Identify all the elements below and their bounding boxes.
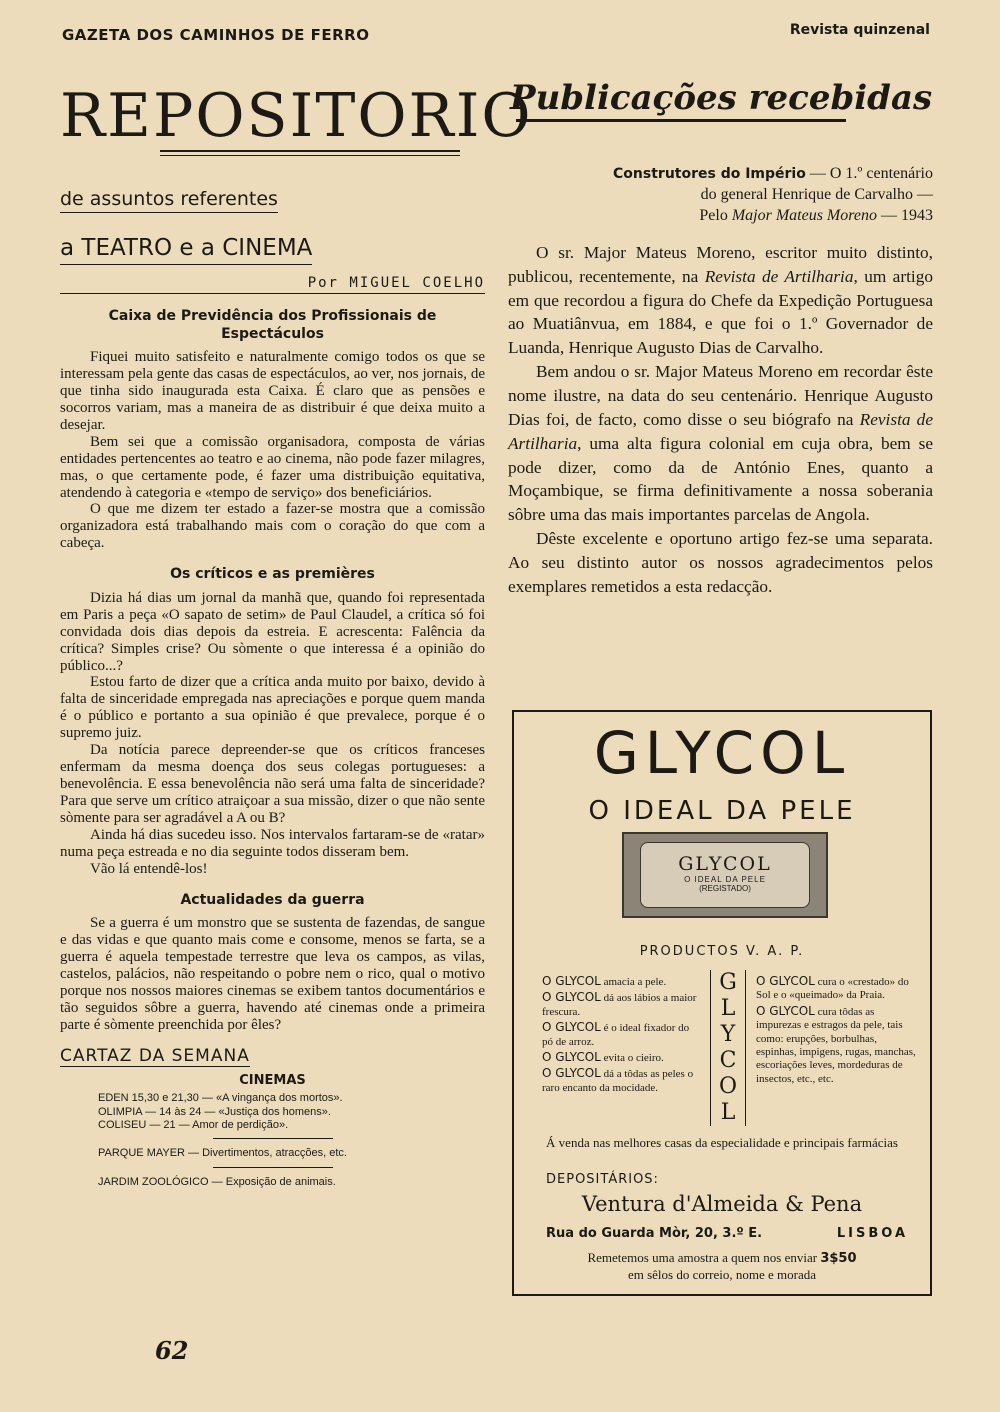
label-registered: (REGISTADO)	[699, 884, 751, 893]
vertical-brand-letters	[710, 970, 746, 1126]
cinema-listing-eden: EDEN 15,30 e 21,30 — «A vingança dos mortos».	[98, 1091, 343, 1104]
vertical-letter: Y	[720, 1022, 736, 1047]
criticos-paragraph-4: Ainda há dias sucedeu isso. Nos intervalos fartaram-se de «ratar» numa peça estreada e no dia seguinte todos disseram bem.	[60, 826, 485, 860]
subtitle-row-1	[60, 156, 485, 213]
review-p2-a: Bem andou o sr. Major Mateus Moreno em recordar êste nome ilustre, na data do seu centenário. Henrique Augusto Dias foi, de facto, como disse o seu biógrafo na	[508, 362, 933, 429]
benefit-brand: O GLYCOL	[756, 1003, 815, 1018]
page-number: 62	[155, 1336, 189, 1365]
label-tagline: O IDEAL DA PELE	[684, 875, 766, 884]
repositorio-title: REPOSITORIO	[60, 81, 533, 151]
sample-price: 3$50	[820, 1251, 857, 1266]
vertical-letter: C	[719, 1048, 737, 1073]
glycol-advertisement	[512, 710, 932, 1296]
product-label-image	[622, 832, 828, 918]
review-p1-journal: Revista de Artilharia	[704, 266, 854, 286]
cinema-listing-coliseu: COLISEU — 21 — Amor de perdição».	[98, 1119, 289, 1132]
benefit-brand: O GLYCOL	[542, 974, 601, 988]
cinemas-heading: CINEMAS	[239, 1072, 306, 1088]
ad-depositarios-label: DEPOSITÁRIOS:	[546, 1172, 659, 1187]
caixa-paragraph-3: O que me dizem ter estado a fazer-se mostra que a comissão organizadora está trabalhando mais com o coração do que com a cabeça.	[60, 501, 485, 552]
benefit-item	[756, 974, 916, 1003]
benefit-item	[756, 1004, 916, 1086]
book-heading-line-3	[508, 206, 933, 227]
cartaz-divider-2	[213, 1167, 333, 1168]
vertical-letter: O	[718, 1074, 738, 1099]
benefit-brand: O GLYCOL	[542, 990, 601, 1005]
criticos-paragraph-3: Da notícia parece depreender-se que os críticos franceses enfermam da mesma doença dos seus colegas portugueses: a benevolência. E essa benevolência não será uma falta de sinceridade? Para que serve um crítico atraiçoar a sua missão, dizer o que não sente sòmente para ser agradável a A ou B?	[60, 742, 485, 826]
benefit-brand: O GLYCOL	[542, 1020, 601, 1035]
benefit-brand: O GLYCOL	[756, 974, 815, 988]
book-year: — 1943	[877, 206, 933, 224]
publicacoes-title: Publicações recebidas	[510, 78, 933, 118]
cartaz-title-row	[60, 1034, 485, 1067]
review-p1-b: , um artigo em que recordou a figura do Chefe da Expedição Portuguesa ao Muatiânvua, em 1884, e que foi o 1.º Governador de Luanda, Henrique Augusto Dias de Carvalho.	[508, 266, 933, 358]
subtitle-row-2	[60, 213, 485, 265]
ad-products-line: PRODUCTOS V. A. P.	[639, 944, 805, 959]
parque-mayer-listing: PARQUE MAYER — Divertimentos, atracções, etc.	[98, 1147, 347, 1159]
book-heading	[508, 164, 933, 226]
guerra-paragraph-1: Se a guerra é um monstro que se sustenta de fazendas, de sangue e das vidas e que quanto mais come e consome, menos se farta, se a guerra é aquela tempestade terrestre que leva os campos, as vilas, castelos, palácios, não respeitando o pobre nem o rico, qual o motivo porque nos nossos maiores cinemas se exibem tantos documentários e tão seguidos sôbre a guerra, havendo até cinemas onde a primeira parte é sòmente preenchida por êles?	[60, 915, 485, 1033]
review-paragraph-2	[508, 360, 933, 527]
review-p2-journal: Revista de Artilharia	[508, 409, 933, 453]
cartaz-divider	[213, 1138, 333, 1139]
cartaz-title: CARTAZ DA SEMANA	[60, 1045, 250, 1066]
book-title: Construtores do Império	[613, 166, 806, 183]
review-paragraph-3: Dêste excelente e oportuno artigo fez-se uma separata. Ao seu distinto autor os nossos agradecimentos pelos exemplares remetidos a esta redacção.	[508, 529, 933, 596]
benefit-item	[542, 1020, 702, 1049]
review-p2-b: , uma alta figura colonial em cuja obra, bem se pode dizer, como da de António Enes, quanto a Moçambique, se firma definitivamente a nossa soberania sôbre uma das mais importantes parcelas de Angola.	[508, 433, 933, 525]
benefit-text: dá aos lábios a maior frescura.	[542, 992, 697, 1018]
book-author: Major Mateus Moreno	[731, 206, 877, 224]
benefit-text: amacia a pele.	[600, 976, 667, 988]
vertical-letter: L	[720, 1100, 736, 1125]
benefit-text: evita o cieiro.	[600, 1052, 664, 1065]
repositorio-column	[60, 80, 533, 1196]
benefit-text: dá a tôdas as peles o raro encanto da mocidade.	[542, 1068, 694, 1094]
vertical-letter: L	[720, 996, 736, 1021]
section-heading-caixa: Caixa de Previdência dos Profissionais de Espectáculos	[108, 308, 437, 342]
ad-city: LISBOA	[836, 1226, 908, 1241]
ad-distributor: Ventura d'Almeida & Pena	[581, 1192, 863, 1216]
benefit-item	[542, 1050, 702, 1065]
repositorio-subtitle-2: a TEATRO e a CINEMA	[60, 235, 312, 265]
section-heading-guerra: Actualidades da guerra	[180, 891, 365, 908]
sample-text-pre: Remetemos uma amostra a quem nos enviar	[587, 1250, 821, 1265]
benefit-text: é o ideal fixador do pó de arroz.	[542, 1022, 690, 1048]
ad-address: Rua do Guarda Mòr, 20, 3.º E.	[546, 1226, 763, 1241]
benefits-right	[756, 974, 916, 1087]
ad-sample-offer	[534, 1250, 910, 1282]
label-brand: GLYCOL	[678, 853, 772, 875]
book-heading-line-1	[508, 164, 933, 185]
publicacoes-title-rule	[516, 119, 846, 122]
byline: Por MIGUEL COELHO	[60, 275, 485, 294]
review-paragraph-1	[508, 241, 933, 360]
benefit-brand: O GLYCOL	[542, 1066, 601, 1081]
publicacoes-column	[508, 80, 933, 599]
product-label-panel	[640, 842, 810, 908]
ad-brand: GLYCOL	[593, 719, 851, 787]
criticos-paragraph-2: Estou farto de dizer que a crítica anda muito por baixo, devido à falta de sinceridade empregada nas apreciações e porque quem manda é o público e portanto a sua opinião é que prevalece, porque é o supremo juiz.	[60, 674, 485, 742]
benefit-item	[542, 974, 702, 989]
section-heading-criticos: Os críticos e as premières	[170, 566, 375, 583]
benefit-brand: O GLYCOL	[542, 1050, 601, 1065]
benefit-text: cura o «crestado» do Sol e o «queimado» da Praia.	[756, 976, 909, 1002]
sample-text-post: em sêlos do correio, nome e morada	[627, 1266, 817, 1282]
vertical-letter: G	[719, 970, 737, 995]
review-p1-a: O sr. Major Mateus Moreno, escritor muito distinto, publicou, recentemente, na	[508, 242, 933, 286]
criticos-paragraph-5: Vão lá entendê-los!	[90, 860, 208, 877]
ad-sale-note: Á venda nas melhores casas da especialidade e principais farmácias	[546, 1135, 898, 1150]
book-heading-line-2: do general Henrique de Carvalho —	[700, 186, 933, 204]
benefit-text: cura tôdas as impurezas e estragos da pele, tais como: erupções, borbulhas, espinhas, impigens, rugas, manchas, escoriações leves, mordeduras de insectos, etc., etc.	[756, 1005, 916, 1085]
benefit-item	[542, 990, 702, 1019]
benefits-left	[542, 974, 702, 1096]
criticos-paragraph-1: Dizia há dias um jornal da manhã que, quando foi representada em Paris a peça «O sapato de setim» de Paul Claudel, a crítica só foi convidada dois dias depois da estreia. E acrescenta: Falência da crítica? Simples crise? Ou sòmente o que interessa é a opinião do público...?	[60, 589, 485, 674]
caixa-paragraph-2: Bem sei que a comissão organisadora, composta de várias entidades pertencentes ao teatro e ao cinema, não pode fazer milagres, mas, o que certamente pode, é fazer uma distribuição equitativa, atendendo à categoria e «tempo de serviço» dos beneficiários.	[60, 433, 485, 501]
benefit-item	[542, 1066, 702, 1095]
jardim-zoologico-listing: JARDIM ZOOLÓGICO — Exposição de animais.	[98, 1176, 336, 1188]
ad-tagline: O IDEAL DA PELE	[588, 796, 856, 826]
cinema-listing-olimpia: OLIMPIA — 14 às 24 — «Justiça dos homens».	[98, 1105, 331, 1118]
repositorio-subtitle-1: de assuntos referentes	[60, 188, 278, 213]
caixa-paragraph-1: Fiquei muito satisfeito e naturalmente comigo todos os que se interessam pela gente das casas de espectáculos, ao ver, nos jornais, de que tinha sido inaugurada esta Caixa. É claro que as pensões e socorros variam, mas a maneira de as distribuir é que deixa muito a desejar.	[60, 349, 485, 433]
book-author-prefix: Pelo	[699, 206, 732, 224]
book-title-rest: — O 1.º centenário	[805, 165, 933, 183]
running-header-right: Revista quinzenal	[789, 22, 930, 38]
running-header-left: GAZETA DOS CAMINHOS DE FERRO	[62, 26, 370, 44]
